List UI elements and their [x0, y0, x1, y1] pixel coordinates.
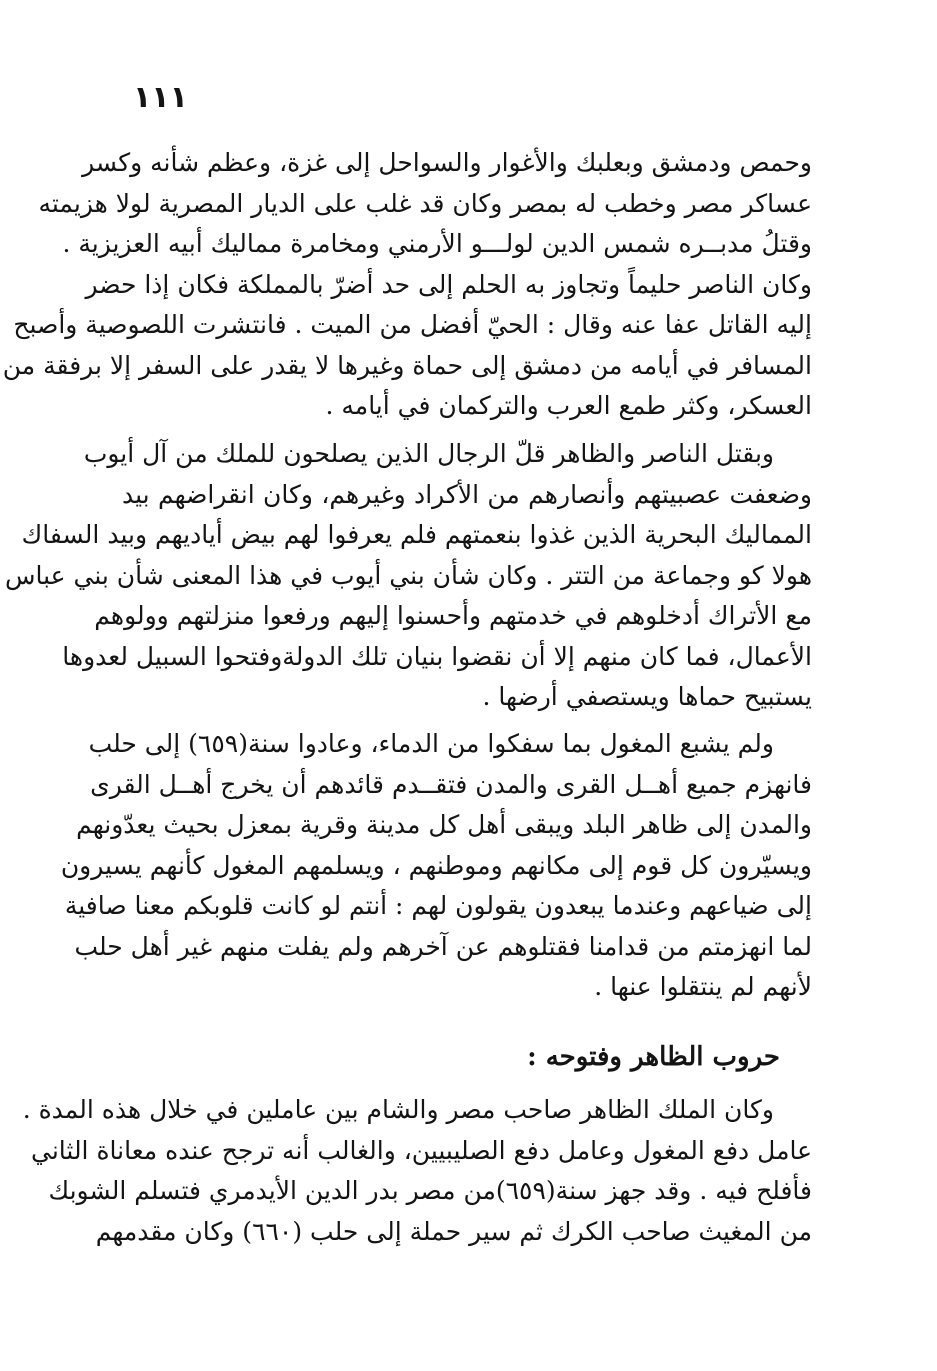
page-number: ١١١: [133, 80, 188, 115]
text-line: عامل دفع المغول وعامل دفع الصليبيين، والغالب أنه ترجح عنده معاناة الثاني: [30, 1135, 812, 1165]
text-line: العسكر، وكثر طمع العرب والتركمان في أيامه .: [325, 391, 812, 420]
text-line: عساكر مصر وخطب له بمصر وكان قد غلب على الديار المصرية لولا هزيمته: [38, 188, 812, 218]
text-line: هولا كو وجماعة من التتر . وكان شأن بني أيوب في هذا المعنى شأن بني عباس: [4, 560, 812, 590]
text-line: وكان الناصر حليماً وتجاوز به الحلم إلى حد أضرّ بالمملكة فكان إذا حضر: [85, 269, 812, 299]
text-line: وقتلُ مدبــره شمس الدين لولـــو الأرمني ومخامرة مماليك أبيه العزيزية .: [62, 229, 812, 258]
text-line: وحمص ودمشق وبعلبك والأغوار والسواحل إلى غزة، وعظم شأنه وكسر: [82, 148, 812, 177]
paragraph-4: [22, 1090, 812, 1252]
section-heading: حروب الظاهر وفتوحه :: [527, 1042, 780, 1072]
text-line: فانهزم جميع أهــل القرى والمدن فتقــدم قائدهم أن يخرج أهــل القرى: [90, 769, 812, 799]
text-line: وبقتل الناصر والظاهر قلّ الرجال الذين يصلحون للملك من آل أيوب: [83, 439, 774, 468]
text-line: من المغيث صاحب الكرك ثم سير حملة إلى حلب (٦٦٠) وكان مقدمهم: [95, 1216, 812, 1246]
text-line: إلى ضياعهم وعندما يبعدون يقولون لهم : أنتم لو كانت قلوبكم معنا صافية: [64, 891, 812, 920]
text-line: يستبيح حماها ويستصفي أرضها .: [482, 682, 812, 711]
text-line: لما انهزمتم من قدامنا فقتلوهم عن آخرهم ولم يفلت منهم غير أهل حلب: [74, 931, 812, 961]
text-line: ويسيّرون كل قوم إلى مكانهم وموطنهم ، ويسلمهم المغول كأنهم يسيرون: [60, 850, 812, 880]
text-line: لأنهم لم ينتقلوا عنها .: [594, 972, 812, 1001]
text-line: فأفلح فيه . وقد جهز سنة(٦٥٩)من مصر بدر الدين الأيدمري فتسلم الشوبك: [48, 1176, 812, 1205]
text-line: مع الأتراك أدخلوهم في خدمتهم وأحسنوا إليهم ورفعوا منزلتهم وولوهم: [94, 601, 812, 630]
text-line: إليه القاتل عفا عنه وقال : الحيّ أفضل من الميت . فانتشرت اللصوصية وأصبح: [13, 310, 812, 339]
text-line: وكان الملك الظاهر صاحب مصر والشام بين عاملين في خلال هذه المدة .: [22, 1095, 774, 1124]
paragraph-3: [60, 724, 812, 1008]
text-line: ولم يشبع المغول بما سفكوا من الدماء، وعادوا سنة(٦٥٩) إلى حلب: [88, 729, 774, 758]
text-line: المماليك البحرية الذين غذوا بنعمتهم فلم يعرفوا لهم بيض أياديهم وبيد السفاك: [21, 520, 812, 549]
paragraph-1: [2, 143, 812, 427]
text-line: المسافر في أيامه من دمشق إلى حماة وغيرها لا يقدر على السفر إلا برفقة من: [2, 350, 812, 380]
text-line: الأعمال، فما كان منهم إلا أن نقضوا بنيان تلك الدولةوفتحوا السبيل لعدوها: [62, 641, 812, 671]
text-line: والمدن إلى ظاهر البلد ويبقى أهل كل مدينة وقرية بمعزل بحيث يعدّونهم: [76, 810, 812, 839]
text-line: وضعفت عصبيتهم وأنصارهم من الأكراد وغيرهم، وكان انقراضهم بيد: [122, 479, 812, 509]
paragraph-2: [4, 434, 812, 718]
